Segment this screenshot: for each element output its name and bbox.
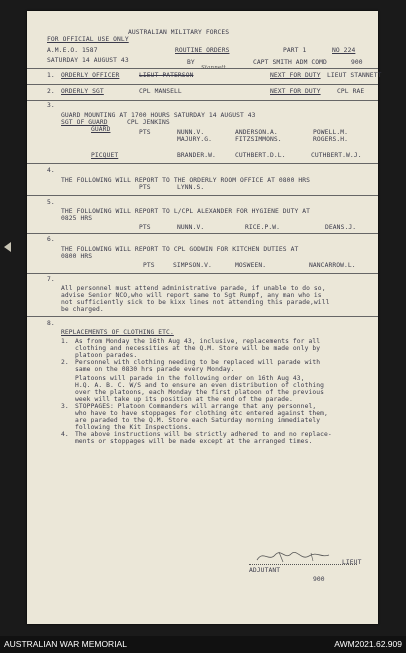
guard-member: NUNN.V.: [177, 129, 205, 136]
sgt-of-guard-name: CPL JENKINS: [127, 119, 170, 126]
guard-member: MAJURY.G.: [177, 136, 213, 143]
by-label: BY: [187, 59, 195, 66]
item-line: same on the 0830 hrs parade every Monday.: [75, 366, 235, 373]
orderly-sgt-name: CPL MANSELL: [139, 88, 182, 95]
signature-title: ADJUTANT: [249, 567, 281, 574]
item-line: who have to have stoppages for clothing etc entered against them,: [75, 410, 328, 417]
divider: [27, 316, 378, 317]
picquet-member: CUTHBERT.W.J.: [311, 152, 362, 159]
order-part: PART 1: [283, 47, 307, 54]
section-number: 4.: [47, 167, 55, 174]
report-line: THE FOLLOWING WILL REPORT TO L/CPL ALEXANDER FOR HYGIENE DUTY AT: [61, 208, 311, 215]
paragraph-line: be charged.: [61, 306, 104, 313]
guard-member: POWELL.M.: [313, 129, 349, 136]
archive-reference: AWM2021.62.909: [334, 639, 402, 649]
classification: FOR OFFICIAL USE ONLY: [47, 36, 129, 43]
duty-member: NUNN.V.: [177, 224, 205, 231]
handwritten-correction: Stannett: [201, 65, 226, 71]
duty-member: MOSWEEN.: [235, 262, 267, 269]
item-line: H.Q. A. B. C. W/S and to ensure an even distribution of clothing: [75, 382, 325, 389]
order-date: SATURDAY 14 AUGUST 43: [47, 57, 129, 64]
order-type: ROUTINE ORDERS: [175, 47, 230, 54]
item-line: platoon parades.: [75, 352, 138, 359]
orderly-officer-name: LIEUT PATERSON: [139, 72, 194, 79]
duty-member: RICE.P.W.: [245, 224, 281, 231]
item-line: are paraded to the Q.M. Store each Saturday morning immediately: [75, 417, 321, 424]
signature-rank: LIEUT: [342, 559, 362, 566]
signature-line: [249, 564, 357, 565]
picquet-member: BRANDER.W.: [177, 152, 216, 159]
report-line: 0800 HRS: [61, 253, 93, 260]
section-number: 8.: [47, 320, 55, 327]
section-number: 1.: [47, 72, 55, 79]
by-name: CAPT SMITH ADM COMD: [253, 59, 327, 66]
archive-footer: [0, 636, 406, 653]
item-line: Platoons will parade in the following order on 16th Aug 43,: [75, 375, 305, 382]
report-line: 0825 HRS: [61, 215, 93, 222]
item-number: 4.: [61, 431, 69, 438]
item-number: 2.: [61, 359, 69, 366]
orderly-sgt-title: ORDERLY SGT: [61, 88, 104, 95]
divider: [27, 100, 378, 101]
order-number: NO 224: [332, 47, 356, 54]
picquet-label: PICQUET: [91, 152, 119, 159]
item-line: As from Monday the 16th Aug 43, inclusive, replacements for all: [75, 338, 321, 345]
sgt-of-guard-label: SGT OF GUARD: [61, 119, 108, 126]
punch-hole-mark: [4, 242, 11, 252]
section-number: 6.: [47, 236, 55, 243]
pts-label: PTS: [143, 262, 155, 269]
duty-member: NANCARROW.L.: [309, 262, 356, 269]
item-line: STOPPAGES: Platoon Commanders will arrange that any personnel,: [75, 403, 317, 410]
divider: [27, 233, 378, 234]
divider: [27, 163, 378, 164]
by-number: 900: [351, 59, 363, 66]
divider: [27, 84, 378, 85]
duty-member: DEANS.J.: [325, 224, 357, 231]
next-for-duty-name: LIEUT STANNETT: [327, 72, 382, 79]
next-for-duty-label: NEXT FOR DUTY: [270, 88, 321, 95]
force-title: AUSTRALIAN MILITARY FORCES: [128, 29, 230, 36]
item-number: 3.: [61, 403, 69, 410]
replacements-title: REPLACEMENTS OF CLOTHING ETC.: [61, 329, 174, 336]
guard-mounting-line: GUARD MOUNTING AT 1700 HOURS SATURDAY 14 AUGUST 43: [61, 112, 256, 119]
signature-number: 900: [313, 576, 325, 583]
item-line: Personnel with clothing needing to be replaced will parade with: [75, 359, 321, 366]
orderly-officer-title: ORDERLY OFFICER: [61, 72, 120, 79]
duty-member: LYNN.S.: [177, 184, 205, 191]
guard-member: FITZSIMMONS.: [235, 136, 282, 143]
item-number: 1.: [61, 338, 69, 345]
section-number: 7.: [47, 276, 55, 283]
section-number: 3.: [47, 102, 55, 109]
archive-name: AUSTRALIAN WAR MEMORIAL: [4, 639, 127, 649]
paragraph-line: advise Senior NCO,who will report same to Sgt Rumpf, any man who is: [61, 292, 322, 299]
pts-label: PTS: [139, 129, 151, 136]
picquet-member: CUTHBERT.D.L.: [235, 152, 286, 159]
item-line: ments or stoppages will be made except at the arranged times.: [75, 438, 313, 445]
item-line: following the Kit Inspections.: [75, 424, 192, 431]
section-number: 5.: [47, 199, 55, 206]
divider: [27, 195, 378, 196]
unit-ref: A.M.E.O. 1587: [47, 47, 98, 54]
item-line: The above instructions will be strictly adhered to and no replace-: [75, 431, 332, 438]
divider: [27, 273, 378, 274]
next-for-duty-label: NEXT FOR DUTY: [270, 72, 321, 79]
paragraph-line: not sufficiently sick to be kixx lines not attending this parade,will: [61, 299, 330, 306]
item-line: week will take up its position at the end of the parade.: [75, 396, 293, 403]
guard-member: ANDERSON.A.: [235, 129, 278, 136]
item-line: over the platoons, each Monday the first platoon of the previous: [75, 389, 325, 396]
guard-label: GUARD: [91, 126, 111, 133]
next-for-duty-name: CPL RAE: [337, 88, 365, 95]
report-line: THE FOLLOWING WILL REPORT TO CPL GODWIN FOR KITCHEN DUTIES AT: [61, 246, 299, 253]
item-line: clothing and necessities at the Q.M. Store will be made only by: [75, 345, 321, 352]
duty-member: SIMPSON.V.: [173, 262, 212, 269]
routine-orders-document: [27, 11, 382, 624]
paragraph-line: All personnel must attend administrative parade, if unable to do so,: [61, 285, 326, 292]
guard-member: ROGERS.H.: [313, 136, 349, 143]
section-number: 2.: [47, 88, 55, 95]
pts-label: PTS: [139, 224, 151, 231]
pts-label: PTS: [139, 184, 151, 191]
report-line: THE FOLLOWING WILL REPORT TO THE ORDERLY ROOM OFFICE AT 0800 HRS: [61, 177, 311, 184]
